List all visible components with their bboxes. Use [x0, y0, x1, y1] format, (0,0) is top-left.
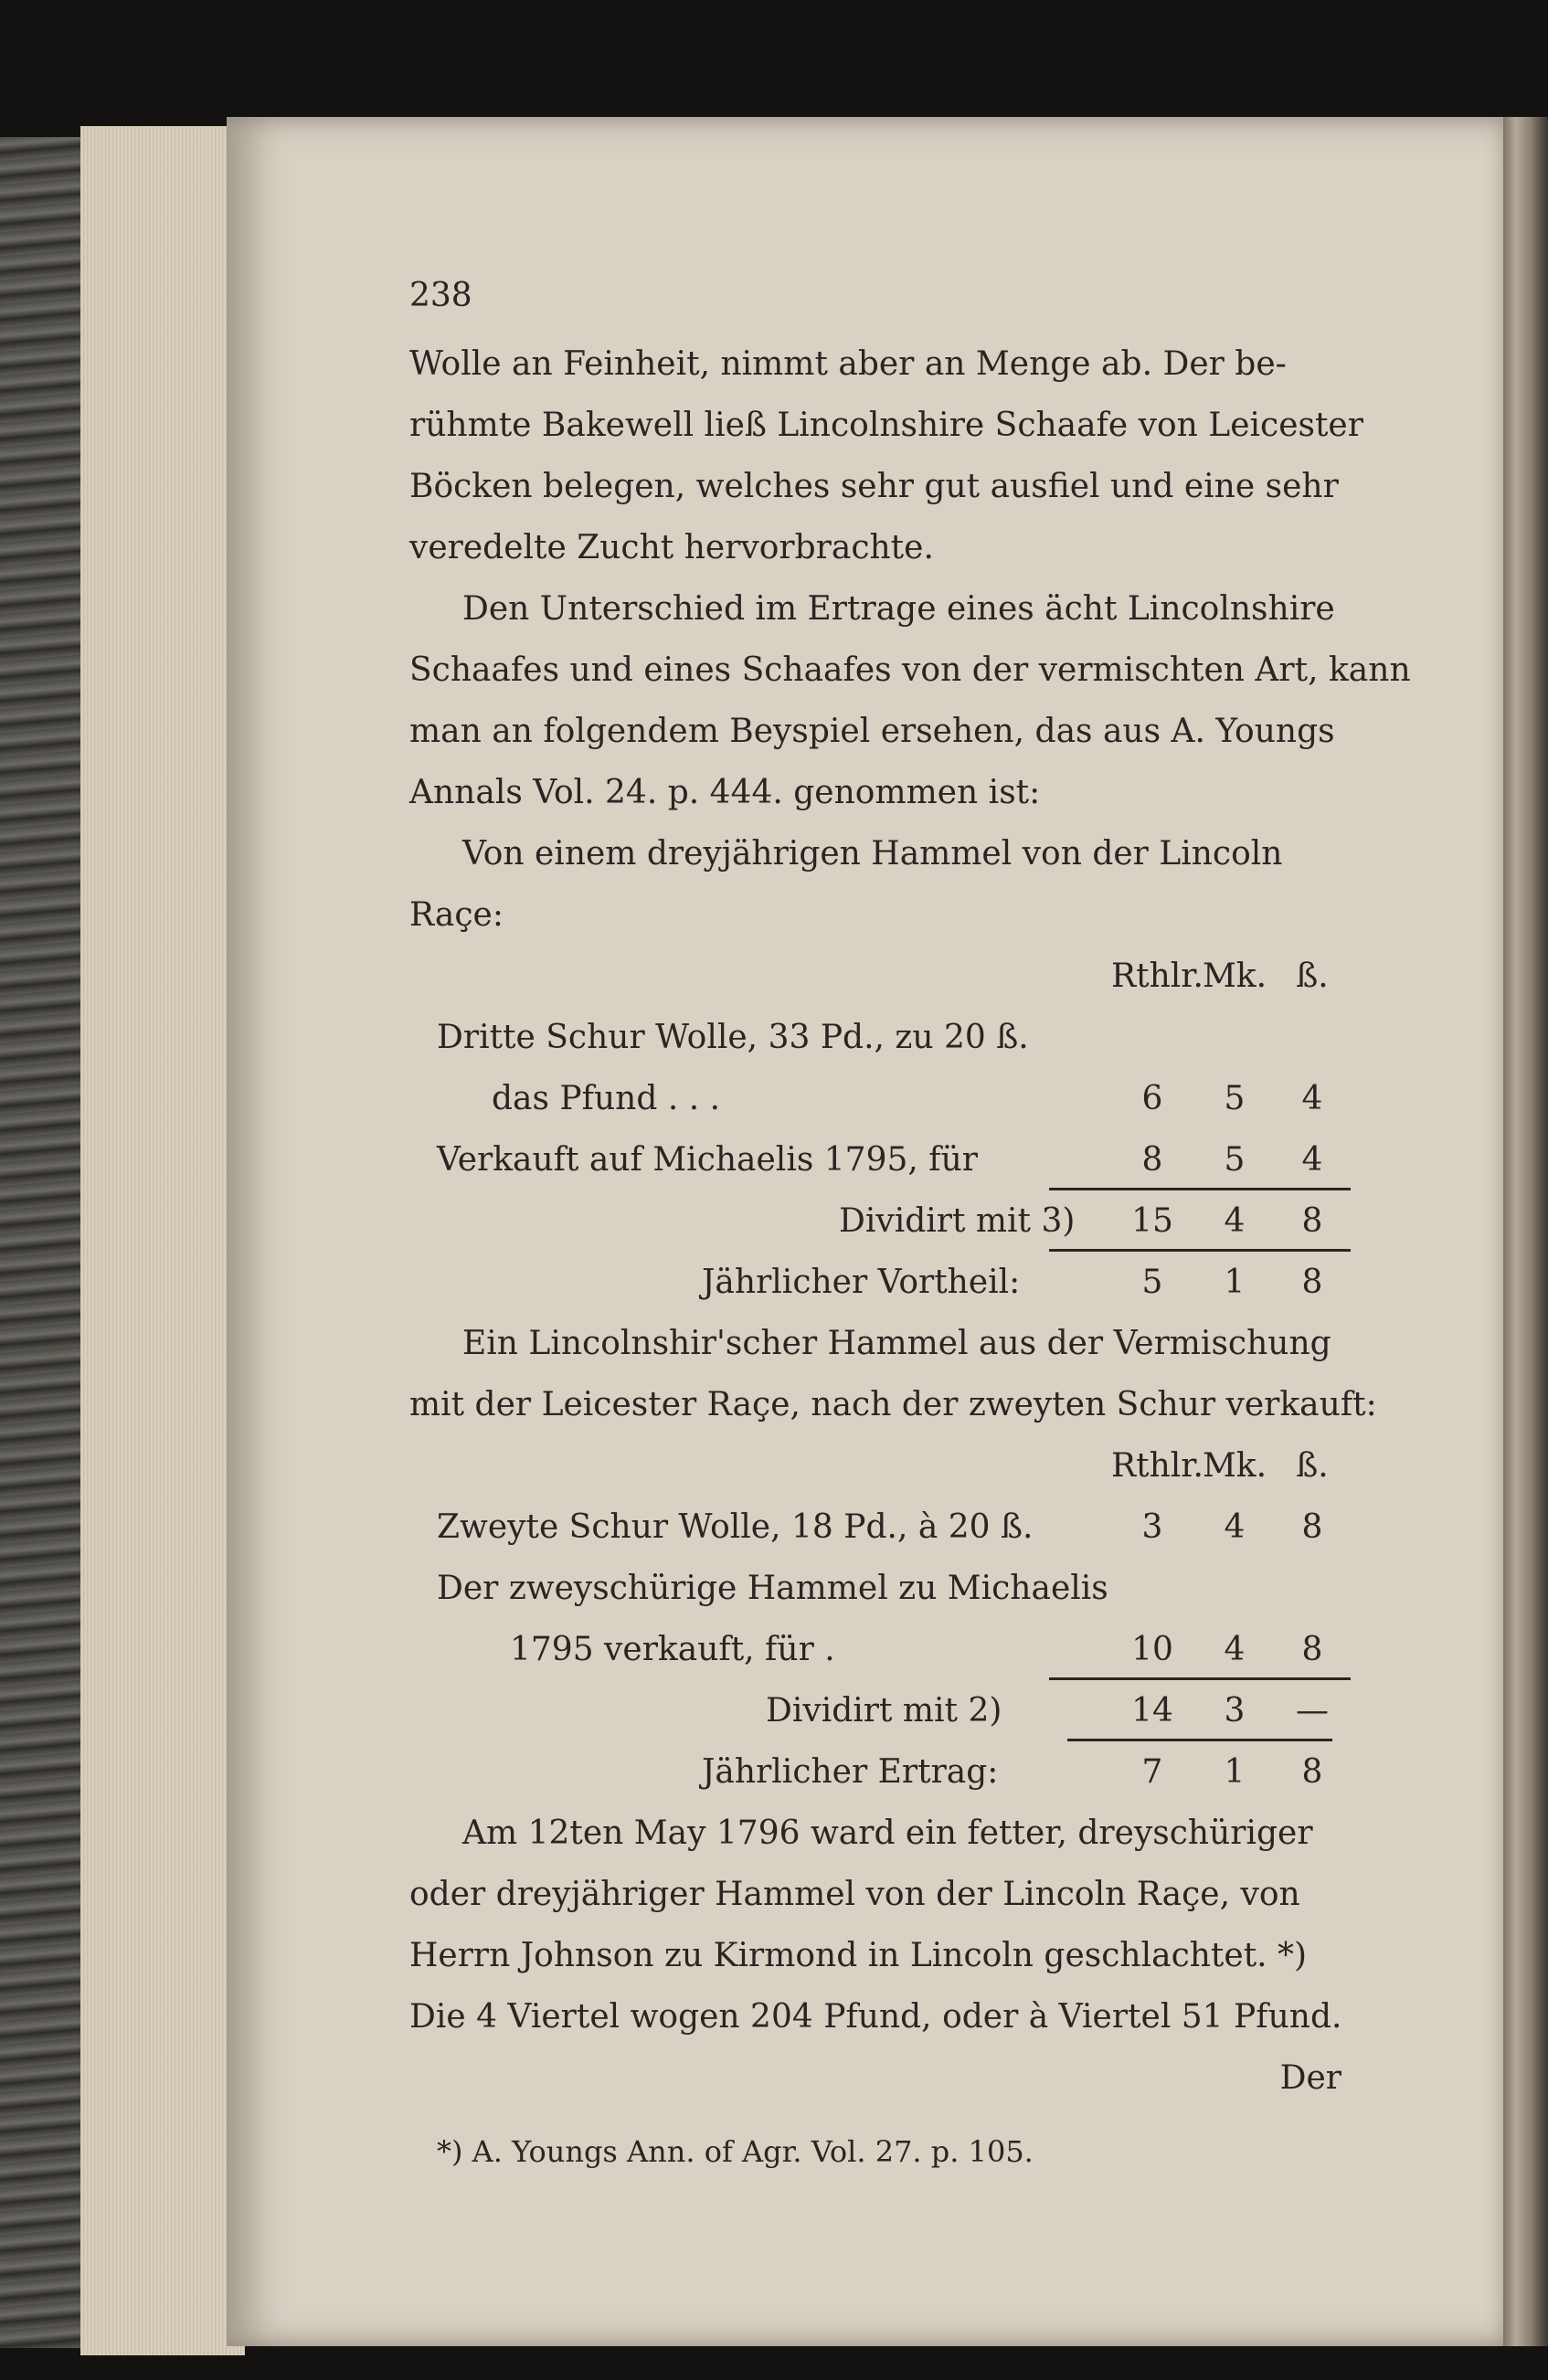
cell-rthlr: 14 — [1131, 1692, 1173, 1729]
book-binding — [0, 137, 84, 2348]
row-label: Dividirt mit 2) — [766, 1692, 1002, 1729]
text-line: Ein Lincolnshir'scher Hammel aus der Vermischung — [462, 1325, 1331, 1362]
text-line: oder dreyjähriger Hammel von der Lincoln Raçe, von — [409, 1876, 1300, 1913]
cell-ss: 4 — [1301, 1141, 1323, 1179]
table1-row — [409, 1129, 1360, 1190]
text-line: Die 4 Viertel wogen 204 Pfund, oder à Viertel 51 Pfund. — [409, 1998, 1342, 2036]
table2-row — [409, 1741, 1360, 1803]
text-line: mit der Leicester Raçe, nach der zweyten Schur verkauft: — [409, 1386, 1377, 1423]
cell-mk: 5 — [1224, 1080, 1246, 1117]
row-label: Zweyte Schur Wolle, 18 Pd., à 20 ß. — [437, 1508, 1034, 1546]
cell-mk: 5 — [1224, 1141, 1246, 1179]
cell-ss: 8 — [1301, 1202, 1323, 1240]
cell-mk: 1 — [1224, 1264, 1246, 1301]
table1-row — [409, 1068, 1360, 1129]
row-label: 1795 verkauft, für . — [510, 1631, 835, 1668]
cell-rthlr: 8 — [1141, 1141, 1163, 1179]
table1-header — [409, 946, 1360, 1007]
table1-row — [409, 1190, 1360, 1252]
text-line: Den Unterschied im Ertrage eines ächt Lincolnshire — [462, 590, 1335, 628]
cell-mk: 4 — [1224, 1202, 1246, 1240]
page-edges — [80, 126, 245, 2355]
row-label: Dividirt mit 3) — [839, 1202, 1076, 1240]
table2-header — [409, 1435, 1360, 1497]
row-label: Verkauft auf Michaelis 1795, für — [437, 1141, 978, 1179]
text-line: Am 12ten May 1796 ward ein fetter, dreyschüriger — [462, 1814, 1313, 1852]
row-label: Jährlicher Ertrag: — [702, 1753, 999, 1791]
cell-mk: 4 — [1224, 1508, 1246, 1546]
text-line: Raçe: — [409, 896, 504, 934]
cell-ss: — — [1296, 1692, 1329, 1729]
cell-rthlr: 6 — [1141, 1080, 1163, 1117]
cell-rthlr: 7 — [1141, 1753, 1163, 1791]
text-line: man an folgendem Beyspiel ersehen, das aus A. Youngs — [409, 713, 1335, 750]
cell-rthlr: 5 — [1141, 1264, 1163, 1301]
cell-mk: 4 — [1224, 1631, 1246, 1668]
cell-ss: 8 — [1301, 1753, 1323, 1791]
text-line: Von einem dreyjährigen Hammel von der Lincoln — [462, 835, 1283, 873]
footnote: *) A. Youngs Ann. of Agr. Vol. 27. p. 105. — [437, 2134, 1034, 2169]
cell-mk: 3 — [1224, 1692, 1246, 1729]
cell-ss: 4 — [1301, 1080, 1323, 1117]
row-label: Jährlicher Vortheil: — [702, 1264, 1021, 1301]
row-label: Der zweyschürige Hammel zu Michaelis — [437, 1570, 1108, 1607]
col-rthlr: Rthlr. — [1111, 957, 1203, 995]
col-ss: ß. — [1296, 957, 1329, 995]
table2-row — [409, 1619, 1360, 1680]
text-line: Annals Vol. 24. p. 444. genommen ist: — [409, 774, 1041, 811]
facing-page-edge — [1503, 117, 1548, 2346]
table1-row — [409, 1007, 1360, 1068]
cell-ss: 8 — [1301, 1508, 1323, 1546]
table1-row — [409, 1252, 1360, 1313]
cell-ss: 8 — [1301, 1264, 1323, 1301]
row-label: das Pfund . . . — [492, 1080, 721, 1117]
cell-rthlr: 15 — [1131, 1202, 1173, 1240]
page-text — [409, 265, 1411, 2183]
text-line: rühmte Bakewell ließ Lincolnshire Schaafe von Leicester — [409, 407, 1363, 444]
page-number: 238 — [409, 277, 472, 314]
col-ss: ß. — [1296, 1447, 1329, 1485]
table2-row — [409, 1680, 1360, 1741]
text-line: Wolle an Feinheit, nimmt aber an Menge ab. Der be- — [409, 345, 1287, 383]
col-rthlr: Rthlr. — [1111, 1447, 1203, 1485]
col-mk: Mk. — [1202, 957, 1267, 995]
text-line: Böcken belegen, welches sehr gut ausfiel und eine sehr — [409, 468, 1339, 505]
cell-ss: 8 — [1301, 1631, 1323, 1668]
text-line: veredelte Zucht hervorbrachte. — [409, 529, 934, 566]
cell-rthlr: 3 — [1141, 1508, 1163, 1546]
text-line: Herrn Johnson zu Kirmond in Lincoln geschlachtet. *) — [409, 1937, 1308, 1974]
row-label: Dritte Schur Wolle, 33 Pd., zu 20 ß. — [437, 1019, 1029, 1056]
table2-row — [409, 1497, 1360, 1558]
cell-mk: 1 — [1224, 1753, 1246, 1791]
table2-row — [409, 1558, 1360, 1619]
text-line: Schaafes und eines Schaafes von der vermischten Art, kann — [409, 651, 1411, 689]
cell-rthlr: 10 — [1131, 1631, 1173, 1668]
catchword: Der — [1279, 2059, 1341, 2097]
col-mk: Mk. — [1202, 1447, 1267, 1485]
